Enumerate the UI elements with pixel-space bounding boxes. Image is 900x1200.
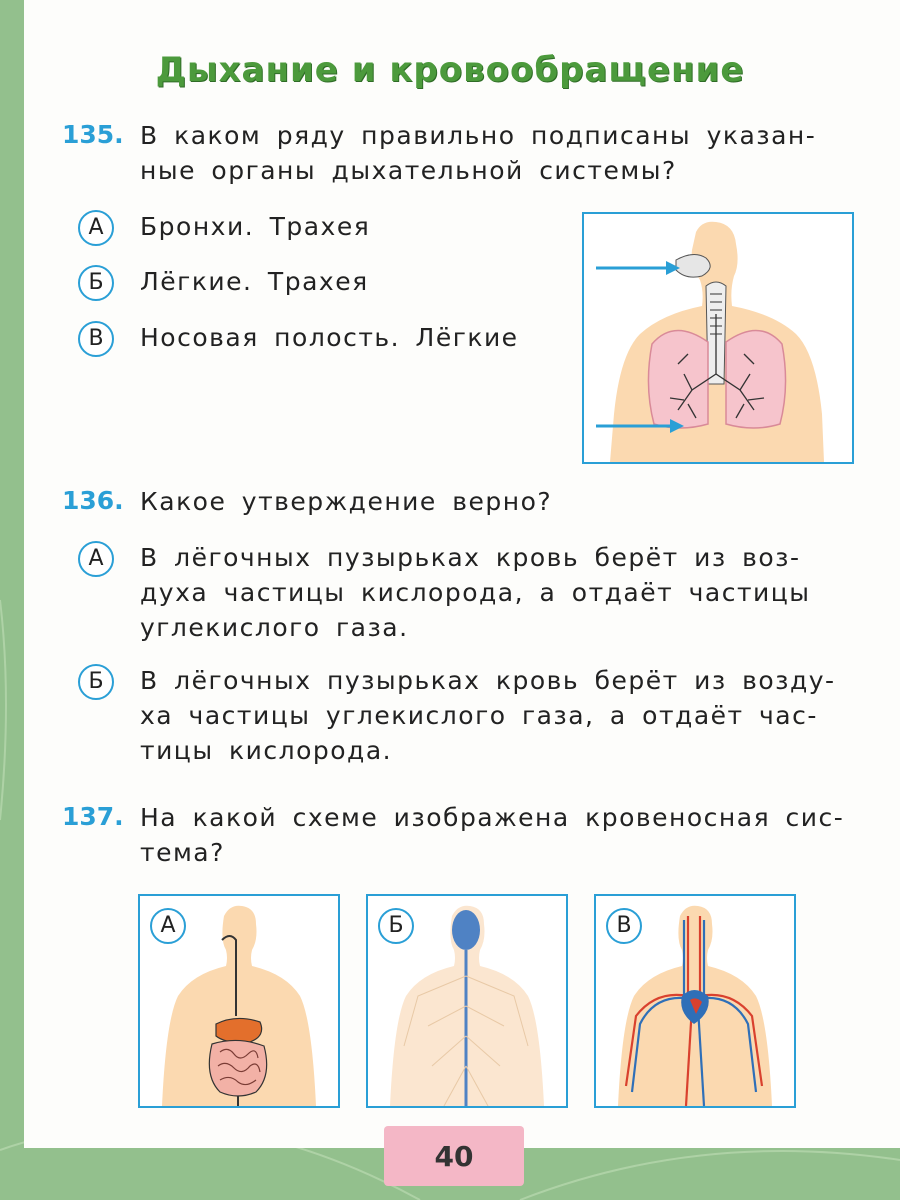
question-135-number: 135. xyxy=(62,120,124,149)
option-136-b-badge[interactable]: Б xyxy=(78,664,114,700)
scheme-b-nervous-system[interactable] xyxy=(366,894,568,1108)
option-135-b-badge[interactable]: Б xyxy=(78,265,114,301)
respiratory-system-illustration xyxy=(582,212,854,464)
question-135-line2: ные органы дыхательной системы? xyxy=(140,156,677,185)
question-136-text: Какое утверждение верно? xyxy=(140,487,553,516)
scheme-c-badge: В xyxy=(606,908,642,944)
page-title: Дыхание и кровообращение xyxy=(155,50,745,90)
option-135-a-text: Бронхи. Трахея xyxy=(140,212,371,241)
question-137-line2: тема? xyxy=(140,838,225,867)
scheme-b-badge: Б xyxy=(378,908,414,944)
scheme-c-circulatory-system[interactable] xyxy=(594,894,796,1108)
page-number: 40 xyxy=(384,1126,524,1186)
option-136-b-line3: тицы кислорода. xyxy=(140,736,393,765)
option-135-a-badge[interactable]: А xyxy=(78,210,114,246)
scheme-a-digestive-system[interactable] xyxy=(138,894,340,1108)
scheme-a-badge: А xyxy=(150,908,186,944)
question-135-line1: В каком ряду правильно подписаны указан- xyxy=(140,121,817,150)
option-136-b-line2: ха частицы углекислого газа, а отдаёт час- xyxy=(140,701,818,730)
option-135-c-text: Носовая полость. Лёгкие xyxy=(140,323,519,352)
option-136-a-line3: углекислого газа. xyxy=(140,613,409,642)
question-137-line1: На какой схеме изображена кровеносная сис- xyxy=(140,803,845,832)
question-136-number: 136. xyxy=(62,486,124,515)
question-137-number: 137. xyxy=(62,802,124,831)
option-135-c-badge[interactable]: В xyxy=(78,321,114,357)
option-136-a-badge[interactable]: А xyxy=(78,541,114,577)
option-135-b-text: Лёгкие. Трахея xyxy=(140,267,369,296)
option-136-a-line2: духа частицы кислорода, а отдаёт частицы xyxy=(140,578,811,607)
option-136-a-line1: В лёгочных пузырьках кровь берёт из воз- xyxy=(140,543,801,572)
option-136-b-line1: В лёгочных пузырьках кровь берёт из возду- xyxy=(140,666,836,695)
